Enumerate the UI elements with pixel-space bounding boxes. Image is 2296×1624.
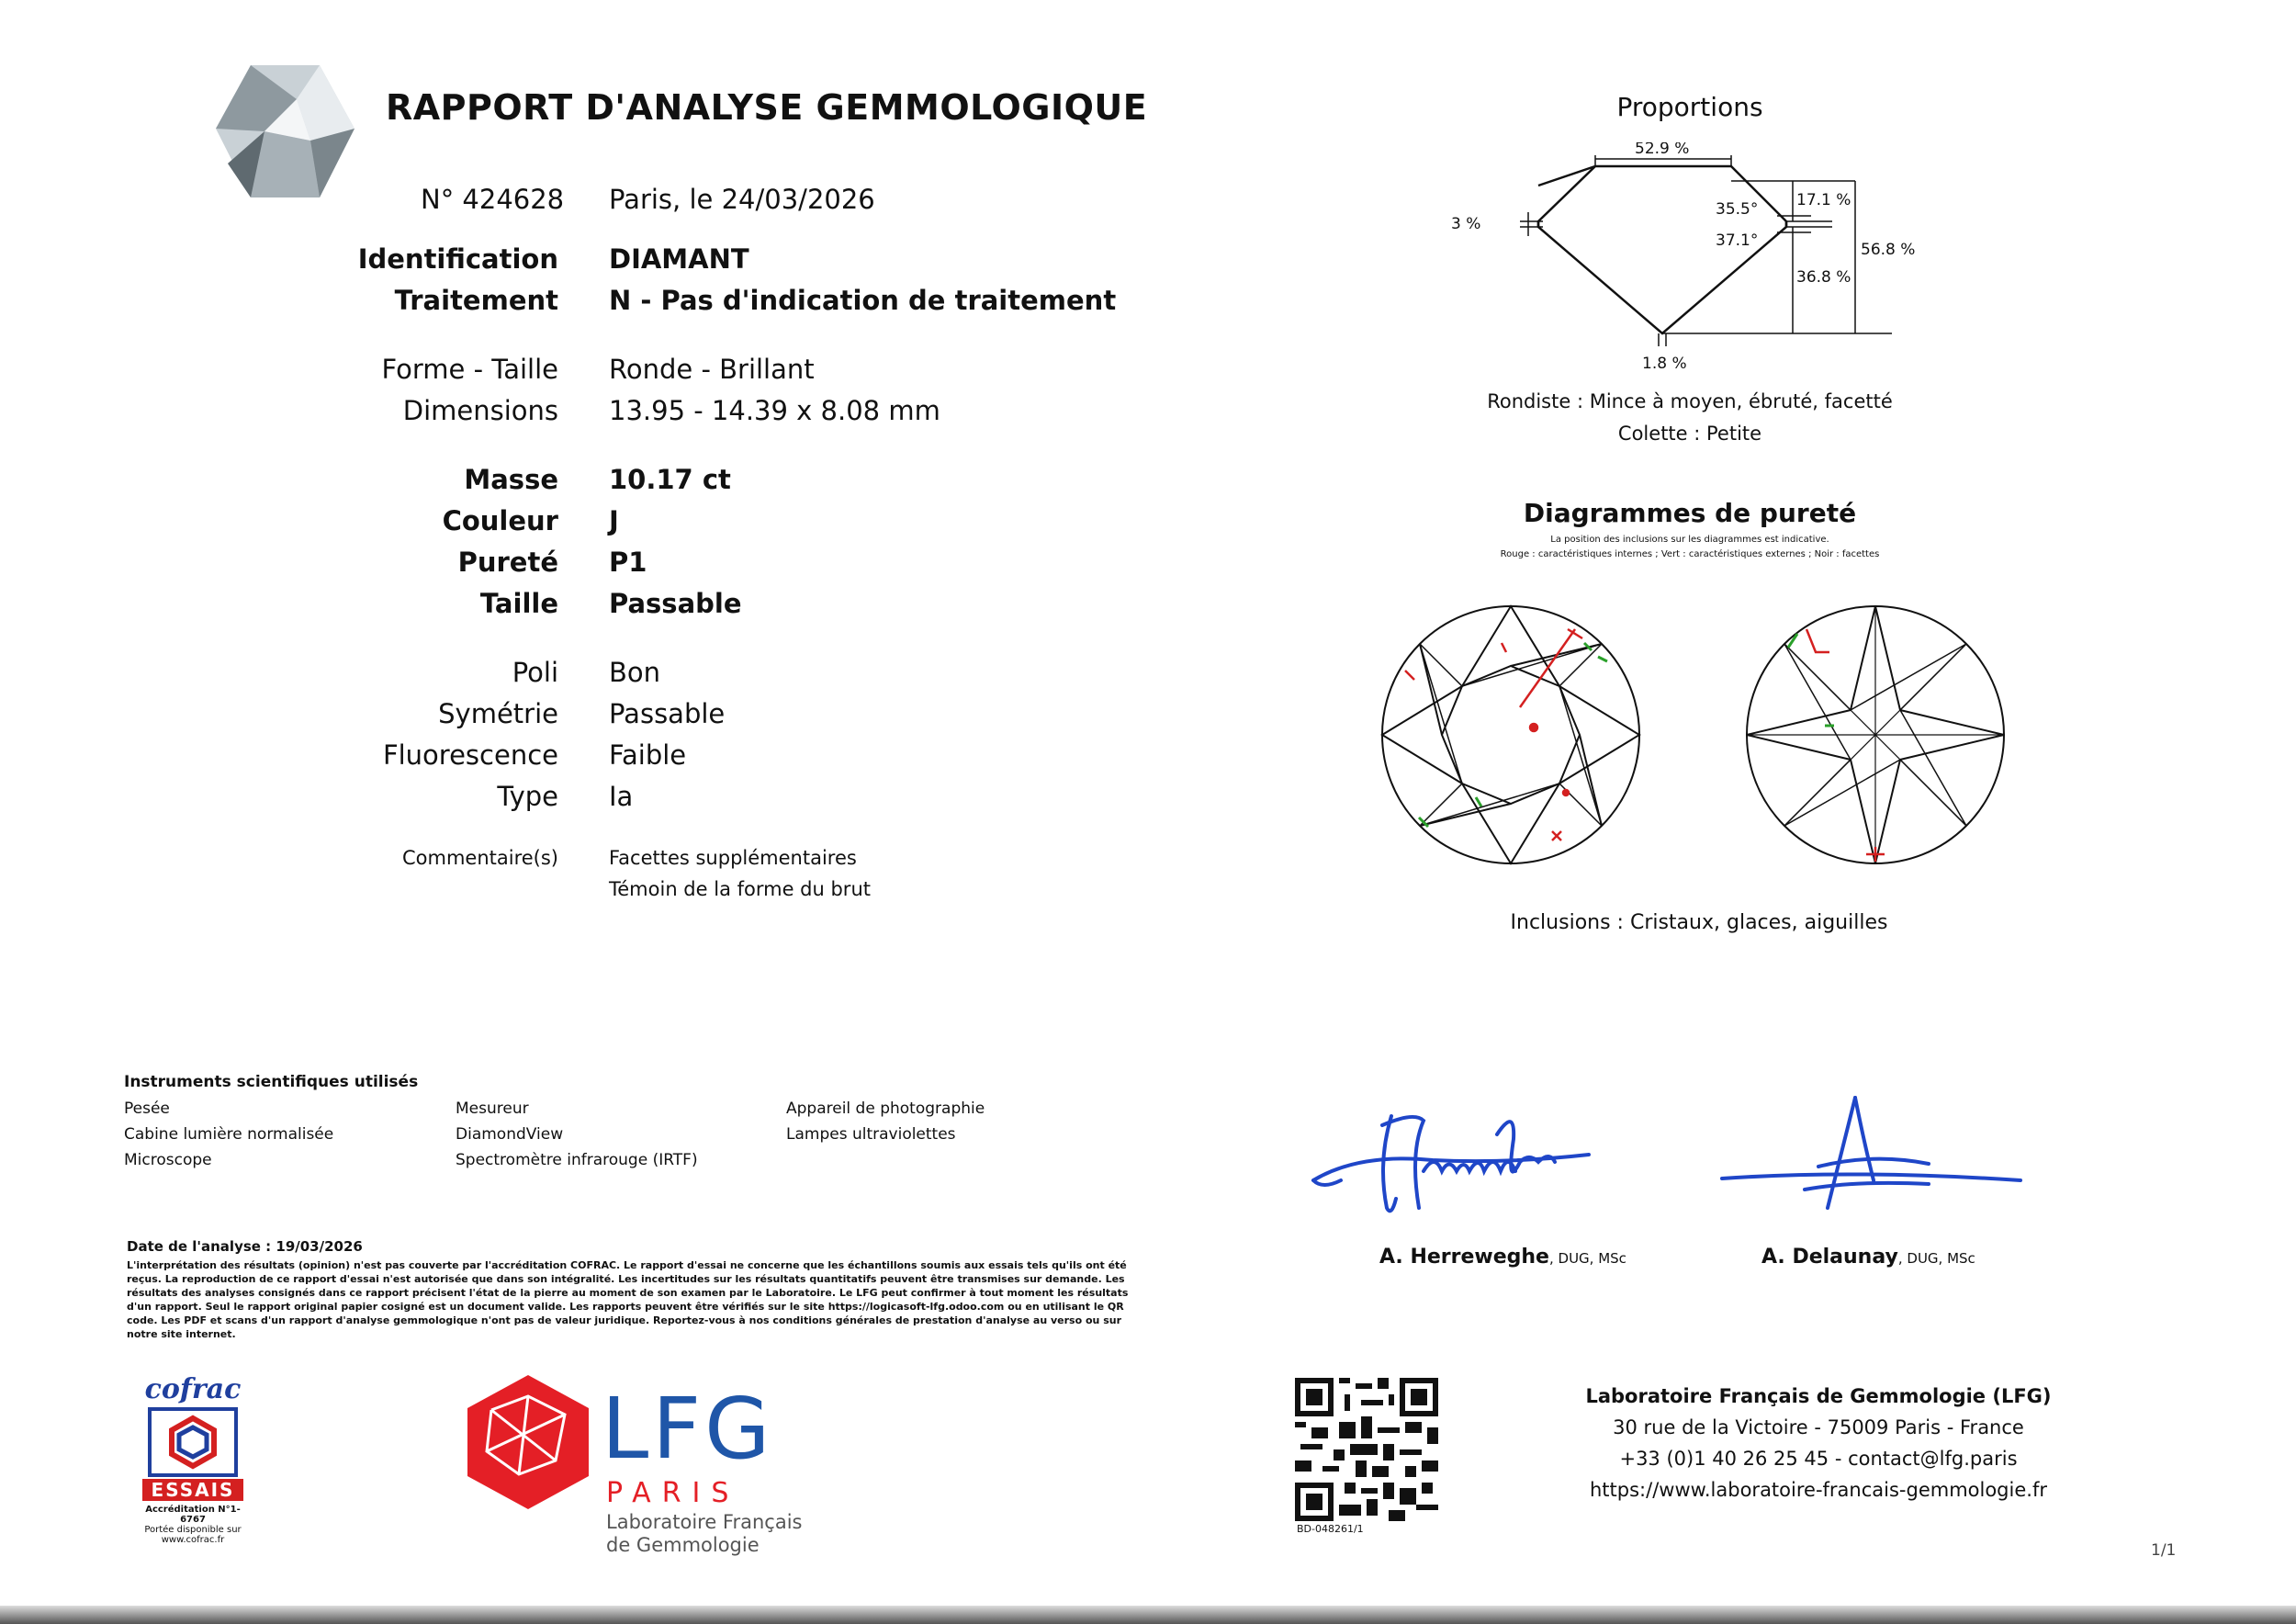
pavilion-angle: 37.1° bbox=[1716, 231, 1759, 250]
colette-text: Colette : Petite bbox=[1617, 423, 1762, 445]
cofrac-portee: Portée disponible sur bbox=[144, 1525, 242, 1535]
lab-url[interactable]: https://www.laboratoire-francais-gemmologie.fr bbox=[1590, 1479, 2047, 1501]
label-traitement: Traitement bbox=[394, 285, 558, 316]
rondiste-text: Rondiste : Mince à moyen, ébruté, facetté bbox=[1487, 390, 1893, 412]
lab-address: 30 rue de la Victoire - 75009 Paris - France bbox=[1613, 1416, 2024, 1438]
clarity-note-1: La position des inclusions sur les diagrammes est indicative. bbox=[1550, 535, 1829, 545]
cofrac-logo-text: cofrac bbox=[144, 1373, 242, 1405]
signer-2-name: A. Delaunay bbox=[1761, 1246, 1898, 1269]
value-fluorescence: Faible bbox=[609, 739, 687, 771]
label-comments: Commentaire(s) bbox=[401, 847, 558, 869]
signer-1 bbox=[1379, 1246, 1626, 1269]
report-title: RAPPORT D'ANALYSE GEMMOLOGIQUE bbox=[386, 87, 1148, 128]
value-traitement: N - Pas d'indication de traitement bbox=[609, 285, 1117, 316]
value-identification: DIAMANT bbox=[609, 243, 749, 275]
page-number: 1/1 bbox=[2151, 1541, 2177, 1560]
report-number: N° 424628 bbox=[421, 184, 565, 215]
instruments-title: Instruments scientifiques utilisés bbox=[124, 1073, 419, 1091]
value-type: Ia bbox=[609, 781, 634, 812]
culet-percent: 1.8 % bbox=[1642, 355, 1687, 373]
label-poli: Poli bbox=[512, 657, 558, 688]
value-masse: 10.17 ct bbox=[609, 464, 731, 495]
crown-angle: 35.5° bbox=[1716, 200, 1759, 219]
value-couleur: J bbox=[609, 505, 619, 536]
value-forme-taille: Ronde - Brillant bbox=[609, 354, 815, 385]
label-identification: Identification bbox=[357, 243, 558, 275]
total-depth: 56.8 % bbox=[1861, 241, 1916, 259]
clarity-title: Diagrammes de pureté bbox=[1523, 498, 1857, 528]
signer-2-suffix: , DUG, MSc bbox=[1897, 1250, 1975, 1267]
label-purete: Pureté bbox=[457, 547, 558, 578]
instrument-7: Appareil de photographie bbox=[786, 1100, 985, 1118]
lab-name: Laboratoire Français de Gemmologie (LFG) bbox=[1585, 1385, 2052, 1407]
inclusions-text: Inclusions : Cristaux, glaces, aiguilles bbox=[1510, 911, 1888, 934]
instrument-4: Mesureur bbox=[456, 1100, 529, 1118]
gem-logo bbox=[209, 62, 356, 200]
signer-2 bbox=[1761, 1246, 1975, 1269]
proportions-title: Proportions bbox=[1616, 92, 1763, 122]
clarity-note-2: Rouge : caractéristiques internes ; Vert : caractéristiques externes ; Noir : facettes bbox=[1500, 549, 1880, 559]
clarity-crown-diagram bbox=[1378, 602, 1644, 868]
signer-1-name: A. Herreweghe bbox=[1379, 1246, 1549, 1269]
cofrac-site: www.cofrac.fr bbox=[161, 1535, 225, 1545]
label-symetrie: Symétrie bbox=[438, 698, 558, 729]
cofrac-accreditation: Accréditation N°1-6767 bbox=[145, 1505, 241, 1525]
instrument-1: Pesée bbox=[124, 1100, 170, 1118]
scan-edge bbox=[0, 1606, 2296, 1624]
instrument-3: Microscope bbox=[124, 1151, 212, 1169]
instrument-2: Cabine lumière normalisée bbox=[124, 1125, 334, 1144]
value-taille: Passable bbox=[609, 588, 742, 619]
crown-height: 17.1 % bbox=[1796, 191, 1851, 209]
label-forme-taille: Forme - Taille bbox=[381, 354, 558, 385]
value-purete: P1 bbox=[609, 547, 647, 578]
comment-line-2: Témoin de la forme du brut bbox=[609, 878, 871, 900]
signer-1-suffix: , DUG, MSc bbox=[1548, 1250, 1626, 1267]
label-masse: Masse bbox=[464, 464, 558, 495]
label-type: Type bbox=[497, 781, 558, 812]
instrument-8: Lampes ultraviolettes bbox=[786, 1125, 956, 1144]
signature-herreweghe bbox=[1304, 1088, 1644, 1226]
label-dimensions: Dimensions bbox=[402, 395, 558, 426]
pavilion-depth: 36.8 % bbox=[1796, 268, 1851, 287]
table-percent: 52.9 % bbox=[1635, 142, 1690, 158]
girdle-percent: 3 % bbox=[1451, 215, 1481, 233]
lfg-sub-1: Laboratoire Français bbox=[606, 1511, 803, 1533]
value-symetrie: Passable bbox=[609, 698, 726, 729]
comment-line-1: Facettes supplémentaires bbox=[609, 847, 857, 869]
qr-code-label: BD-048261/1 bbox=[1297, 1523, 1364, 1535]
label-couleur: Couleur bbox=[442, 505, 558, 536]
lfg-sub-2: de Gemmologie bbox=[606, 1534, 760, 1556]
cofrac-essais: ESSAIS bbox=[142, 1479, 243, 1501]
label-taille: Taille bbox=[479, 588, 558, 619]
label-fluorescence: Fluorescence bbox=[382, 739, 558, 771]
report-place-date: Paris, le 24/03/2026 bbox=[609, 184, 875, 215]
qr-code[interactable] bbox=[1295, 1378, 1438, 1521]
disclaimer-text: L'interprétation des résultats (opinion) n'est pas couverte par l'accréditation COFRAC. Le rapport d'essai ne concerne que les échantillons soumis aux essais tels qu'ils ont été reçus. La reproduction de ce rapport d'essai n'est autorisée que dans son intégralité. Les incertitudes sur les résultats quantitatifs peuvent être transmises sur demande. Les résultats des analyses consignés dans ce rapport précisent l'état de la pierre au moment de son examen par le Laboratoire. Le LFG peut confirmer à tout moment les résultats d'un rapport. Seul le rapport original papier cosigné est un document valide. Les rapports peuvent être vérifiés sur le site https://logicasoft-lfg.odoo.com ou en utilisant le QR code. Les PDF et scans d'un rapport d'analyse gemmologique n'ont pas de valeur juridique. Reportez-vous à nos conditions générales de prestation d'analyse au verso ou sur notre site internet. bbox=[127, 1259, 1129, 1340]
clarity-pavilion-diagram bbox=[1742, 602, 2009, 868]
signature-delaunay bbox=[1717, 1088, 2030, 1226]
instrument-6: Spectromètre infrarouge (IRTF) bbox=[456, 1151, 698, 1169]
proportions-diagram bbox=[1451, 142, 1929, 381]
lfg-city: PARIS bbox=[606, 1477, 740, 1509]
lfg-hexagon-logo bbox=[464, 1373, 592, 1511]
lab-contact: +33 (0)1 40 26 25 45 - contact@lfg.paris bbox=[1619, 1448, 2018, 1470]
analysis-date: Date de l'analyse : 19/03/2026 bbox=[127, 1238, 363, 1255]
value-poli: Bon bbox=[609, 657, 661, 688]
cofrac-emblem bbox=[142, 1405, 243, 1479]
lfg-letters: LFG bbox=[602, 1380, 774, 1478]
value-dimensions: 13.95 - 14.39 x 8.08 mm bbox=[609, 395, 940, 426]
instrument-5: DiamondView bbox=[456, 1125, 564, 1144]
cofrac-logo bbox=[142, 1373, 243, 1545]
